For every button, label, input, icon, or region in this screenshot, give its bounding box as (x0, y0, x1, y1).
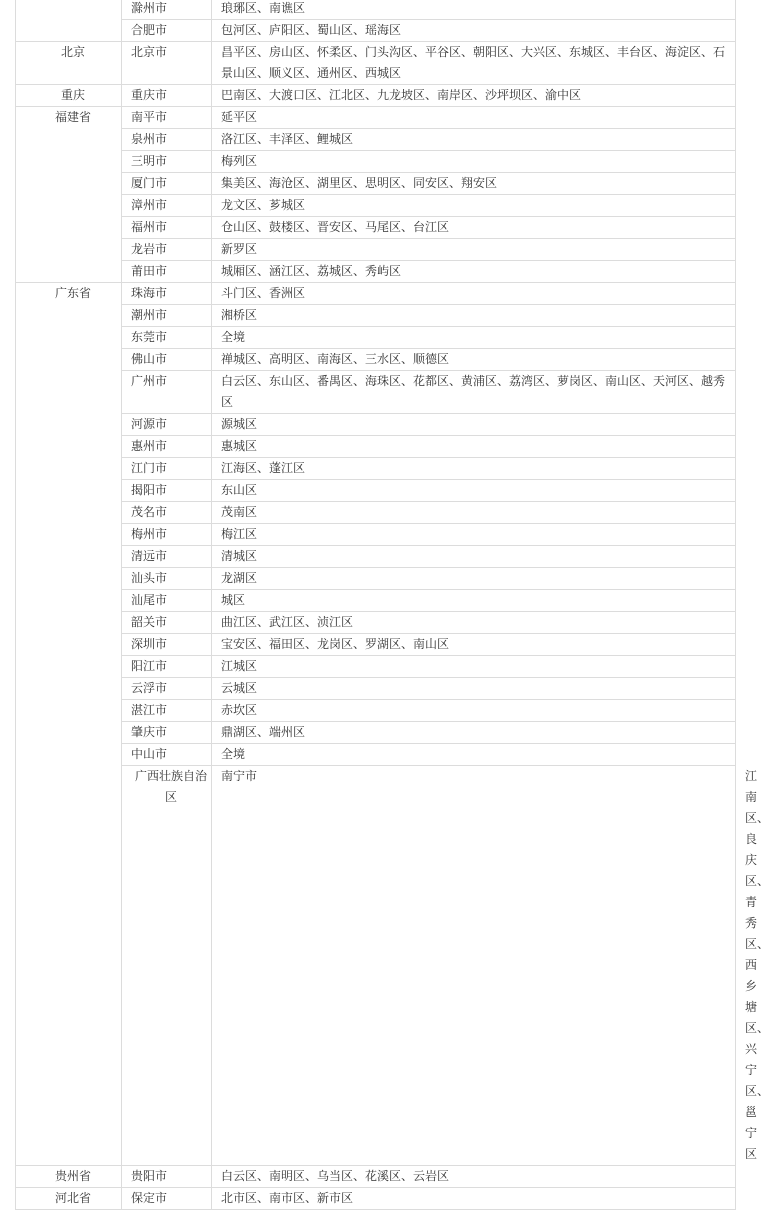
table-row (16, 85, 736, 107)
table-row (16, 239, 736, 261)
table-row (16, 195, 736, 217)
city-cell: 重庆市 (122, 85, 212, 107)
city-cell: 三明市 (122, 151, 212, 173)
city-cell: 南宁市 (212, 766, 736, 1166)
table-row: 广西壮族自治区 南宁市 江南区、良庆区、青秀区、西乡塘区、兴宁区、邕宁区 (16, 766, 736, 1166)
district-cell: 包河区、庐阳区、蜀山区、瑶海区 (212, 20, 736, 42)
table-row (16, 349, 736, 371)
table-row (16, 568, 736, 590)
district-cell: 北市区、南市区、新市区 (212, 1188, 736, 1210)
city-cell: 漳州市 (122, 195, 212, 217)
province-cell: 河北省 (16, 1188, 122, 1210)
table-row (16, 1166, 736, 1188)
district-cell: 龙文区、芗城区 (212, 195, 736, 217)
district-cell: 江海区、蓬江区 (212, 458, 736, 480)
city-cell: 泉州市 (122, 129, 212, 151)
city-cell: 云浮市 (122, 678, 212, 700)
table-row (16, 524, 736, 546)
table-row (16, 414, 736, 436)
province-cell: 广西壮族自治区 (122, 766, 212, 1166)
district-cell: 茂南区 (212, 502, 736, 524)
district-cell: 新罗区 (212, 239, 736, 261)
district-cell: 曲江区、武江区、浈江区 (212, 612, 736, 634)
coverage-table-body (16, 0, 769, 1210)
district-cell: 集美区、海沧区、湖里区、思明区、同安区、翔安区 (212, 173, 736, 195)
city-cell: 肇庆市 (122, 722, 212, 744)
city-cell: 湛江市 (122, 700, 212, 722)
district-cell: 巴南区、大渡口区、江北区、九龙坡区、南岸区、沙坪坝区、渝中区 (212, 85, 736, 107)
district-cell: 城区 (212, 590, 736, 612)
table-row (16, 678, 736, 700)
district-cell: 仓山区、鼓楼区、晋安区、马尾区、台江区 (212, 217, 736, 239)
district-cell: 全境 (212, 327, 736, 349)
table-row (16, 42, 736, 85)
city-cell: 清远市 (122, 546, 212, 568)
district-cell: 鼎湖区、端州区 (212, 722, 736, 744)
table-row (16, 502, 736, 524)
city-cell: 莆田市 (122, 261, 212, 283)
table-row (16, 371, 736, 414)
district-cell: 清城区 (212, 546, 736, 568)
table-row (16, 217, 736, 239)
district-cell: 全境 (212, 744, 736, 766)
province-cell (16, 0, 122, 42)
city-cell: 茂名市 (122, 502, 212, 524)
table-row (16, 634, 736, 656)
table-row (16, 1188, 736, 1210)
district-cell: 湘桥区 (212, 305, 736, 327)
city-cell: 汕头市 (122, 568, 212, 590)
city-cell: 梅州市 (122, 524, 212, 546)
city-cell: 厦门市 (122, 173, 212, 195)
city-cell: 深圳市 (122, 634, 212, 656)
province-cell: 北京 (16, 42, 122, 85)
city-cell: 潮州市 (122, 305, 212, 327)
city-cell: 龙岩市 (122, 239, 212, 261)
district-cell: 赤坎区 (212, 700, 736, 722)
table-row (16, 107, 736, 129)
district-cell: 洛江区、丰泽区、鲤城区 (212, 129, 736, 151)
city-cell: 阳江市 (122, 656, 212, 678)
district-cell: 东山区 (212, 480, 736, 502)
district-cell: 梅江区 (212, 524, 736, 546)
city-cell: 南平市 (122, 107, 212, 129)
city-cell: 佛山市 (122, 349, 212, 371)
district-cell: 龙湖区 (212, 568, 736, 590)
district-cell: 梅列区 (212, 151, 736, 173)
table-row (16, 129, 736, 151)
table-row (16, 436, 736, 458)
table-row (16, 458, 736, 480)
province-cell: 贵州省 (16, 1166, 122, 1188)
province-cell: 广东省 (16, 283, 122, 1166)
table-row (16, 744, 736, 766)
district-cell: 白云区、南明区、乌当区、花溪区、云岩区 (212, 1166, 736, 1188)
city-cell: 汕尾市 (122, 590, 212, 612)
district-cell: 昌平区、房山区、怀柔区、门头沟区、平谷区、朝阳区、大兴区、东城区、丰台区、海淀区、石景山区、顺义区、通州区、西城区 (212, 42, 736, 85)
city-cell: 保定市 (122, 1188, 212, 1210)
table-row (16, 305, 736, 327)
city-cell: 福州市 (122, 217, 212, 239)
district-cell: 源城区 (212, 414, 736, 436)
table-row (16, 0, 736, 20)
table-row (16, 327, 736, 349)
district-cell: 江城区 (212, 656, 736, 678)
province-cell: 福建省 (16, 107, 122, 283)
table-row (16, 151, 736, 173)
table-row (16, 656, 736, 678)
city-cell: 广州市 (122, 371, 212, 414)
city-cell: 贵阳市 (122, 1166, 212, 1188)
table-row (16, 283, 736, 305)
table-row (16, 700, 736, 722)
district-cell: 延平区 (212, 107, 736, 129)
district-cell: 惠城区 (212, 436, 736, 458)
table-row (16, 612, 736, 634)
district-cell: 斗门区、香洲区 (212, 283, 736, 305)
table-row (16, 480, 736, 502)
city-cell: 韶关市 (122, 612, 212, 634)
district-cell: 宝安区、福田区、龙岗区、罗湖区、南山区 (212, 634, 736, 656)
district-cell: 禅城区、高明区、南海区、三水区、顺德区 (212, 349, 736, 371)
district-cell: 琅琊区、南谯区 (212, 0, 736, 20)
city-cell: 合肥市 (122, 20, 212, 42)
city-cell: 河源市 (122, 414, 212, 436)
table-row (16, 722, 736, 744)
table-row (16, 590, 736, 612)
city-cell: 中山市 (122, 744, 212, 766)
table-row (16, 20, 736, 42)
table-row (16, 173, 736, 195)
district-cell: 云城区 (212, 678, 736, 700)
province-cell: 重庆 (16, 85, 122, 107)
district-cell: 白云区、东山区、番禺区、海珠区、花都区、黄浦区、荔湾区、萝岗区、南山区、天河区、越秀区 (212, 371, 736, 414)
city-cell: 东莞市 (122, 327, 212, 349)
table-row (16, 261, 736, 283)
city-cell: 北京市 (122, 42, 212, 85)
coverage-table (15, 0, 769, 1210)
city-cell: 江门市 (122, 458, 212, 480)
district-cell: 城厢区、涵江区、荔城区、秀屿区 (212, 261, 736, 283)
city-cell: 滁州市 (122, 0, 212, 20)
city-cell: 惠州市 (122, 436, 212, 458)
city-cell: 揭阳市 (122, 480, 212, 502)
city-cell: 珠海市 (122, 283, 212, 305)
table-row (16, 546, 736, 568)
